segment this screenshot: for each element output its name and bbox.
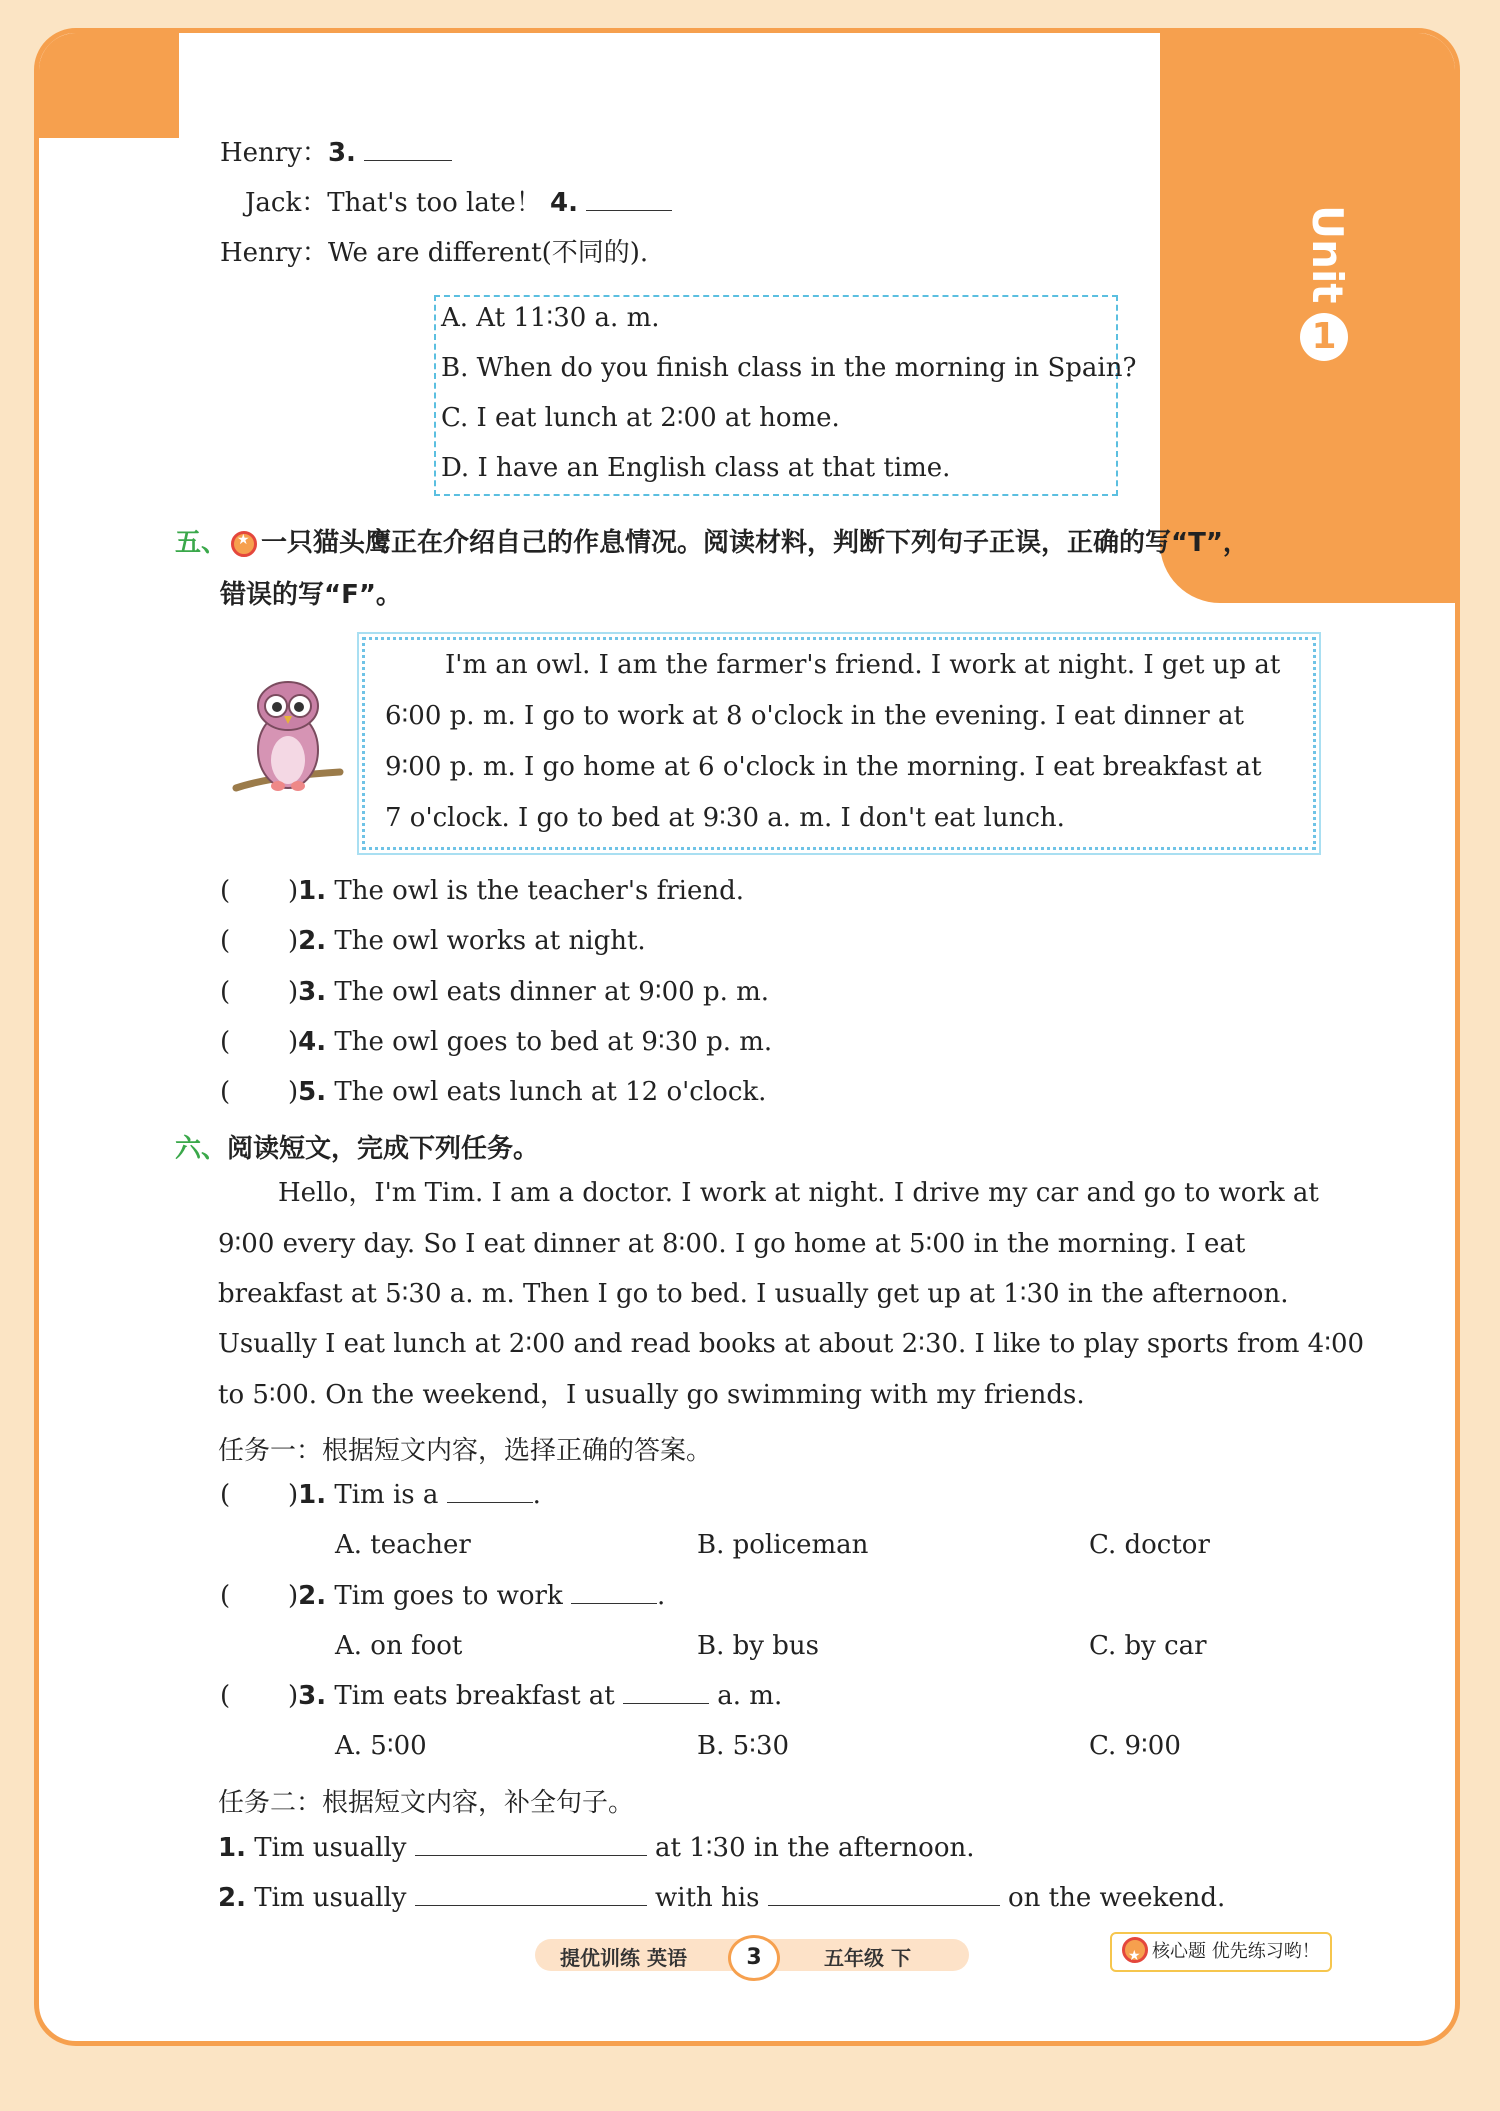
answer-paren[interactable]: ( )	[220, 1027, 299, 1057]
footer-grade: 五年级 下	[824, 1946, 911, 1970]
dialogue-line-2	[245, 188, 672, 219]
story-line-3: 9∶00 p. m. I go home at 6 o'clock in the morning. I eat breakfast at	[385, 752, 1262, 782]
medal-icon	[1122, 1937, 1148, 1963]
tf-statement-5	[220, 1077, 766, 1108]
dialogue-line-3	[220, 238, 648, 269]
sentence-text: on the weekend.	[1007, 1883, 1226, 1913]
page-number: 3	[728, 1935, 780, 1981]
question-text: Tim is a	[334, 1480, 439, 1510]
statement-number: 2.	[298, 926, 327, 956]
option-b: B. When do you finish class in the morning in Spain?	[441, 353, 1137, 383]
passage-line-1: Hello，I'm Tim. I am a doctor. I work at night. I drive my car and go to work at	[278, 1178, 1319, 1208]
question-text: Tim goes to work	[334, 1581, 563, 1611]
unit-tab-curve	[34, 28, 179, 138]
sentence-text: with his	[655, 1883, 760, 1913]
mc-question-2	[220, 1581, 665, 1612]
section-title: 阅读短文，完成下列任务。	[227, 1134, 540, 1164]
mc-2-option-c[interactable]: C. by car	[1089, 1631, 1207, 1661]
speaker: Henry：	[220, 138, 328, 168]
statement-text: The owl goes to bed at 9∶30 p. m.	[334, 1027, 773, 1057]
sentence-text: Tim usually	[254, 1883, 407, 1913]
section-number: 五、	[175, 528, 228, 558]
mc-3-option-b[interactable]: B. 5∶30	[697, 1731, 790, 1761]
tf-statement-1	[220, 876, 744, 907]
section-6-heading	[175, 1128, 539, 1165]
footer-book-title: 提优训练 英语	[560, 1946, 687, 1970]
passage-line-5: to 5∶00. On the weekend，I usually go swimming with my friends.	[218, 1380, 1085, 1410]
answer-paren[interactable]: ( )	[220, 926, 299, 956]
option-d: D. I have an English class at that time.	[441, 453, 951, 483]
story-line-2: 6∶00 p. m. I go to work at 8 o'clock in the evening. I eat dinner at	[385, 701, 1244, 731]
option-c: C. I eat lunch at 2∶00 at home.	[441, 403, 840, 433]
unit-number: 1	[1300, 313, 1348, 361]
passage-line-3: breakfast at 5∶30 a. m. Then I go to bed. I usually get up at 1∶30 in the afternoon.	[218, 1279, 1289, 1309]
task-1-title: 任务一：根据短文内容，选择正确的答案。	[218, 1436, 713, 1466]
unit-label	[1300, 205, 1352, 361]
section-number: 六、	[175, 1134, 228, 1164]
mc-3-option-a[interactable]: A. 5∶00	[335, 1731, 427, 1761]
passage-line-4: Usually I eat lunch at 2∶00 and read books at about 2∶30. I like to play sports from 4∶00	[218, 1329, 1365, 1359]
sentence-number: 2.	[218, 1883, 246, 1913]
task-2-title: 任务二：根据短文内容，补全句子。	[218, 1788, 635, 1818]
section-5-heading	[175, 522, 1249, 559]
blank-number: 3.	[327, 138, 356, 168]
section-5-heading-line2: 错误的写“F”。	[220, 580, 402, 610]
answer-paren[interactable]: ( )	[220, 1480, 299, 1510]
mc-question-1	[220, 1480, 541, 1511]
unit-label-text: Unit	[1303, 205, 1352, 304]
story-line-1: I'm an owl. I am the farmer's friend. I work at night. I get up at	[445, 650, 1281, 680]
statement-text: The owl eats lunch at 12 o'clock.	[334, 1077, 767, 1107]
answer-paren[interactable]: ( )	[220, 977, 299, 1007]
answer-blank	[571, 1603, 657, 1604]
statement-number: 3.	[298, 977, 327, 1007]
mc-1-option-c[interactable]: C. doctor	[1089, 1530, 1210, 1560]
statement-number: 4.	[298, 1027, 327, 1057]
blank-number: 4.	[549, 188, 578, 218]
story-line-4: 7 o'clock. I go to bed at 9∶30 a. m. I don't eat lunch.	[385, 803, 1065, 833]
answer-paren[interactable]: ( )	[220, 1077, 299, 1107]
mc-3-option-c[interactable]: C. 9∶00	[1089, 1731, 1181, 1761]
answer-paren[interactable]: ( )	[220, 1681, 299, 1711]
tf-statement-3	[220, 977, 769, 1008]
speaker: Henry：	[220, 238, 328, 268]
tf-statement-2	[220, 926, 646, 957]
sentence-text: at 1∶30 in the afternoon.	[655, 1833, 975, 1863]
answer-blank[interactable]	[768, 1905, 1000, 1906]
mc-question-3	[220, 1681, 782, 1712]
question-text: Tim eats breakfast at	[334, 1681, 615, 1711]
mc-1-option-b[interactable]: B. policeman	[697, 1530, 869, 1560]
answer-blank[interactable]	[586, 210, 672, 211]
promo-badge	[1110, 1932, 1332, 1972]
answer-blank[interactable]	[364, 160, 452, 161]
statement-text: The owl is the teacher's friend.	[334, 876, 744, 906]
statement-text: The owl works at night.	[334, 926, 646, 956]
statement-number: 1.	[298, 876, 327, 906]
answer-paren[interactable]: ( )	[220, 1581, 299, 1611]
dialogue-line-1	[220, 138, 452, 169]
statement-text: The owl eats dinner at 9∶00 p. m.	[334, 977, 770, 1007]
fill-sentence-2	[218, 1883, 1225, 1914]
answer-paren[interactable]: ( )	[220, 876, 299, 906]
question-text-end: .	[656, 1581, 666, 1611]
section-title: 一只猫头鹰正在介绍自己的作息情况。阅读材料，判断下列句子正误，正确的写“T”，	[261, 528, 1249, 558]
dialogue-text: That's too late！	[327, 188, 542, 218]
promo-text: 核心题 优先练习哟！	[1152, 1941, 1320, 1962]
statement-number: 5.	[298, 1077, 327, 1107]
answer-blank	[447, 1502, 533, 1503]
sentence-text: Tim usually	[254, 1833, 407, 1863]
owl-illustration-icon	[232, 676, 344, 804]
fill-sentence-1	[218, 1833, 975, 1864]
question-number: 2.	[298, 1581, 327, 1611]
question-text-end: .	[532, 1480, 541, 1510]
mc-1-option-a[interactable]: A. teacher	[335, 1530, 471, 1560]
medal-icon	[231, 531, 257, 557]
answer-blank[interactable]	[415, 1855, 647, 1856]
answer-blank	[623, 1703, 709, 1704]
sentence-number: 1.	[218, 1833, 246, 1863]
tf-statement-4	[220, 1027, 772, 1058]
question-number: 1.	[298, 1480, 327, 1510]
mc-2-option-b[interactable]: B. by bus	[697, 1631, 819, 1661]
answer-blank[interactable]	[415, 1905, 647, 1906]
speaker: Jack：	[245, 188, 328, 218]
passage-line-2: 9∶00 every day. So I eat dinner at 8∶00. I go home at 5∶00 in the morning. I eat	[218, 1229, 1246, 1259]
option-a: A. At 11∶30 a. m.	[441, 303, 660, 333]
question-number: 3.	[298, 1681, 327, 1711]
question-text-end: a. m.	[717, 1681, 783, 1711]
dialogue-text: We are different(不同的).	[327, 238, 649, 268]
mc-2-option-a[interactable]: A. on foot	[335, 1631, 463, 1661]
